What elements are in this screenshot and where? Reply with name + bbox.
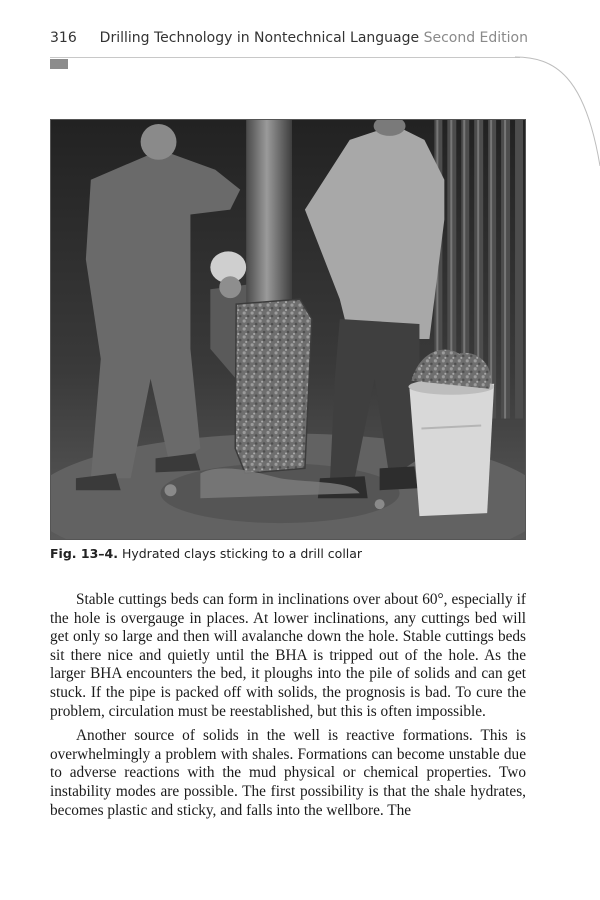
running-title — [100, 30, 528, 46]
running-header — [50, 30, 528, 50]
edition-label: Second Edition — [423, 30, 528, 46]
body-text — [50, 591, 526, 826]
header-rule — [50, 57, 520, 58]
section-marker — [50, 59, 68, 69]
paragraph-1: Stable cuttings beds can form in inclinations over about 60°, especially if the hole is overgauge in places. At lower inclinations, any cuttings bed will get only so large and then will avalanche down the hole. Stable cuttings beds sit there nice and quietly until the BHA is tripped out of the hole. As the larger BHA encounters the bed, it ploughs into the pile of solids and can get stuck. If the pipe is packed off with solids, the prognosis is bad. To cure the problem, circulation must be reestablished, but this is often impossible. — [50, 591, 526, 720]
paragraph-2: Another source of solids in the well is reactive formations. This is overwhelmingly a problem with shales. Formations can become unstable due to adverse reactions with the mud physical or chemical properties. Two instability modes are possible. The first possibility is that the shale hydrates, becomes plastic and sticky, and falls into the wellbore. The — [50, 727, 526, 819]
page-curl-decoration — [515, 56, 600, 166]
book-title: Drilling Technology in Nontechnical Language — [99, 30, 420, 46]
drill-floor-photo — [51, 120, 525, 539]
figure-label: Fig. 13–4. — [50, 546, 118, 561]
figure-photo — [50, 119, 526, 540]
page-number: 316 — [50, 30, 77, 46]
figure-caption-text: Hydrated clays sticking to a drill collar — [121, 546, 363, 561]
figure-caption — [50, 546, 530, 561]
